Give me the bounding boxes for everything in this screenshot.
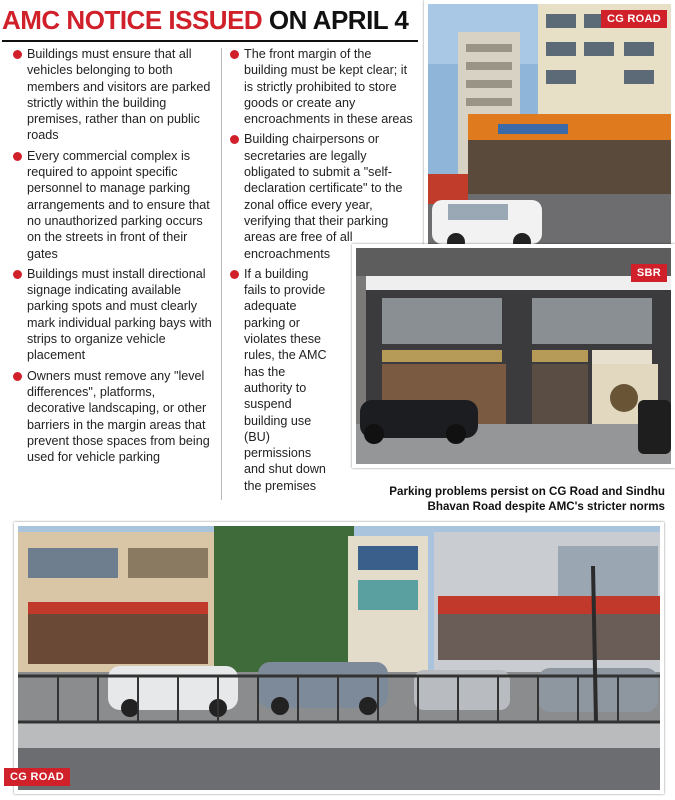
bullet-dot-icon — [230, 270, 239, 279]
photo-tag-sbr: SBR — [631, 264, 667, 282]
bullet-dot-icon — [13, 372, 22, 381]
photo-tag-cg-road-bottom: CG ROAD — [4, 768, 70, 786]
bullet-text: Buildings must ensure that all vehicles belonging to both members and visitors are parked strictly within the building premises, rather than on public roads — [27, 47, 211, 143]
bullet-item — [12, 46, 216, 144]
photo-caption: Parking problems persist on CG Road and Sindhu Bhavan Road despite AMC's stricter norms — [389, 485, 665, 513]
column-left — [12, 46, 216, 469]
photo-cg-road-bottom-image — [18, 526, 660, 790]
bullet-text: Every commercial complex is required to appoint specific personnel to manage parking arrangements and to ensure that no unauthorized parking occurs on the streets in front of their gates — [27, 148, 210, 261]
bullet-item — [229, 266, 417, 494]
bullet-item — [12, 368, 216, 466]
photo-cg-road-bottom — [14, 522, 664, 794]
bullet-item — [12, 148, 216, 262]
photo-cg-road-top-image — [428, 4, 671, 250]
bullet-item — [229, 46, 417, 127]
bullet-dot-icon — [230, 135, 239, 144]
bullet-dot-icon — [13, 152, 22, 161]
bullet-dot-icon — [230, 50, 239, 59]
photo-cg-road-top — [424, 0, 675, 254]
headline — [2, 3, 416, 38]
bullet-item — [229, 131, 417, 261]
bullet-dot-icon — [13, 50, 22, 59]
headline-rule — [2, 40, 418, 42]
bullet-text: Owners must remove any "level differences", platforms, decorative landscaping, or other barriers in the margin areas that prevent those spaces from being used for vehicle parking — [27, 368, 210, 465]
photo-tag-cg-road-top: CG ROAD — [601, 10, 667, 28]
column-divider — [221, 48, 222, 500]
headline-part-red: AMC NOTICE ISSUED — [2, 5, 263, 35]
bullet-text: Building chairpersons or secretaries are legally obligated to submit a "self-declaration certificate" to the zonal office every year, verifying that their parking areas are free of all encroachments — [244, 132, 403, 261]
column-right — [229, 46, 417, 498]
bullet-text: If a building fails to provide adequate parking or violates these rules, the AMC has the authority to suspend building use (BU) permissions and shut down the premises — [244, 266, 327, 493]
bullet-text: The front margin of the building must be kept clear; it is strictly prohibited to store goods or create any encroachments in these areas — [244, 47, 413, 127]
bullet-text: Buildings must install directional signage indicating available parking spots and must clearly mark individual parking bays with strips to organize vehicle placement — [27, 266, 212, 363]
bullet-item — [12, 266, 216, 364]
headline-part-black: ON APRIL 4 — [268, 5, 409, 35]
bullet-dot-icon — [13, 270, 22, 279]
